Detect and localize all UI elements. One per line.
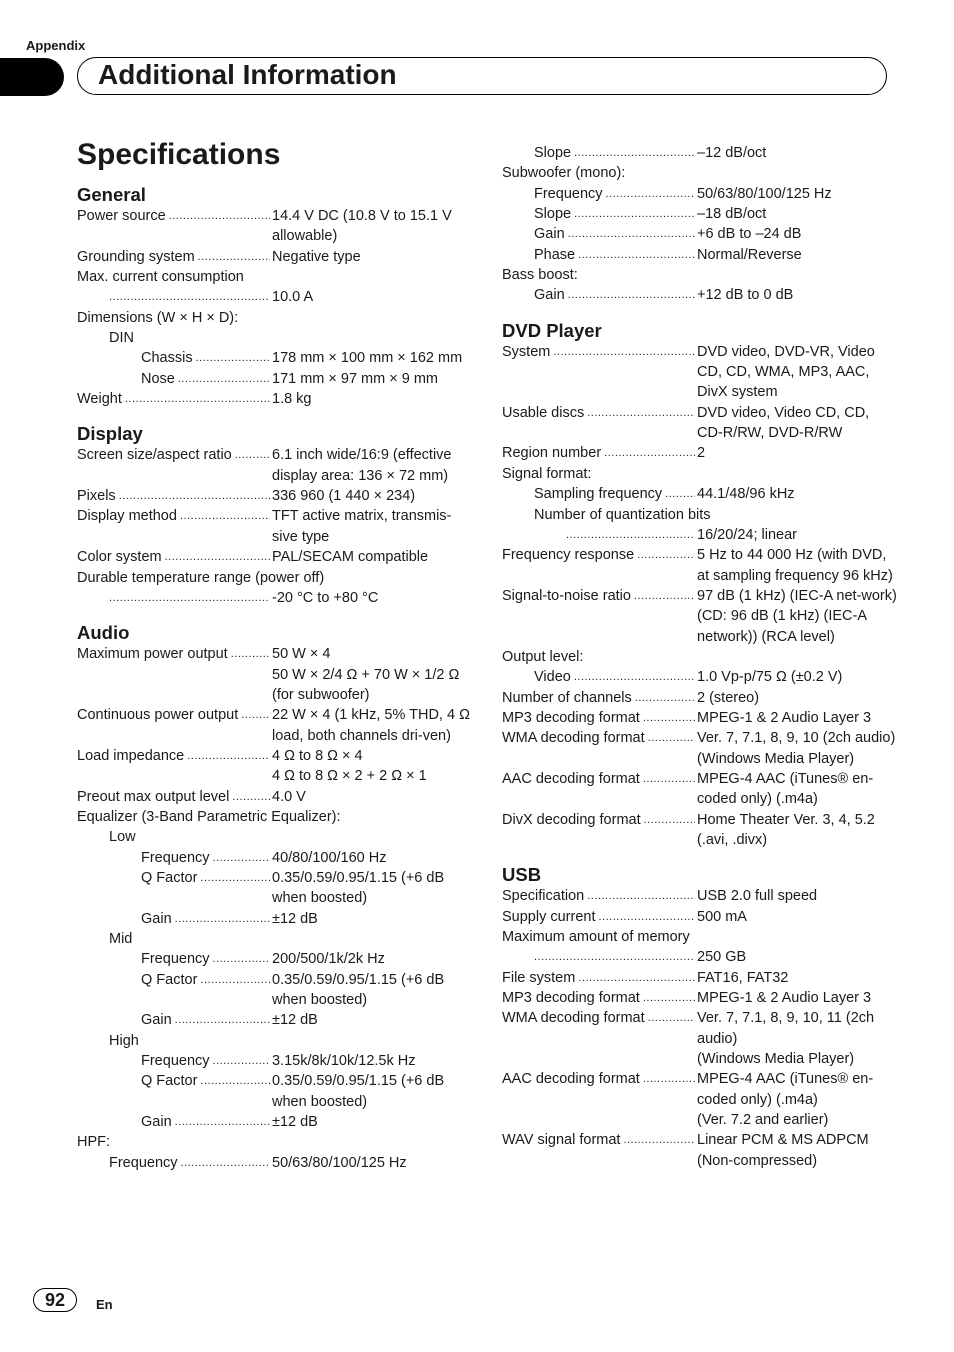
- spec-row: [77, 547, 472, 567]
- leader-dots: [553, 342, 695, 403]
- spec-row: [77, 486, 472, 506]
- spec-row: [77, 909, 472, 929]
- spec-row: [77, 588, 472, 608]
- leader-dots: [587, 403, 695, 444]
- leader-dots: [634, 586, 695, 647]
- appendix-label: Appendix: [26, 38, 86, 53]
- leader-dots: [604, 443, 695, 463]
- spec-group-label: Signal format:: [502, 465, 592, 482]
- spec-label: Frequency: [141, 951, 210, 968]
- leader-dots: [200, 868, 270, 909]
- spec-group-label: Dimensions (W × H × D):: [77, 309, 239, 326]
- spec-label: Chassis: [141, 350, 193, 367]
- spec-row: [77, 746, 472, 787]
- spec-label: Gain: [141, 910, 172, 927]
- spec-label: Preout max output level: [77, 788, 230, 805]
- spec-value: 50/63/80/100/125 Hz: [697, 185, 832, 202]
- spec-row: [77, 644, 472, 705]
- spec-label: WMA decoding format: [502, 1010, 645, 1027]
- leader-dots: [665, 484, 695, 504]
- spec-group-label: Maximum amount of memory: [502, 929, 690, 946]
- spec-value: 0.35/0.59/0.95/1.15 (+6 dB when boosted): [272, 869, 445, 907]
- spec-label: Screen size/aspect ratio: [77, 447, 232, 464]
- spec-group-label: DIN: [109, 330, 134, 347]
- spec-value: MPEG-4 AAC (iTunes® en-coded only) (.m4a) (Ver. 7.2 and earlier): [697, 1071, 874, 1129]
- leader-dots: [534, 947, 695, 967]
- spec-group-label: High: [109, 1032, 139, 1049]
- spec-label: Gain: [534, 287, 565, 304]
- spec-value: 6.1 inch wide/16:9 (effective display area: 136 × 72 mm): [272, 447, 452, 484]
- leader-dots: [606, 184, 695, 204]
- spec-value: Negative type: [272, 248, 361, 265]
- spec-row: [502, 184, 897, 204]
- spec-row: [77, 1051, 472, 1071]
- spec-row: [77, 506, 472, 547]
- spec-value: 50 W × 4 50 W × 2/4 Ω + 70 W × 1/2 Ω (for subwoofer): [272, 646, 460, 703]
- spec-value: 40/80/100/160 Hz: [272, 849, 387, 866]
- spec-value: Ver. 7, 7.1, 8, 9, 10 (2ch audio) (Windows Media Player): [697, 730, 896, 767]
- spec-row: [502, 443, 897, 463]
- section-title: Additional Information: [98, 59, 397, 90]
- leader-dots: [648, 728, 695, 769]
- spec-section-dvd-player: [502, 320, 897, 851]
- spec-row: [502, 1130, 897, 1171]
- leader-dots: [213, 848, 270, 868]
- spec-value: Ver. 7, 7.1, 8, 9, 10, 11 (2ch audio) (Windows Media Player): [697, 1010, 875, 1068]
- spec-value: 0.35/0.59/0.95/1.15 (+6 dB when boosted): [272, 971, 445, 1009]
- spec-row: [502, 484, 897, 504]
- spec-row: [502, 285, 897, 305]
- spec-row: [502, 810, 897, 851]
- spec-section-display: [77, 423, 472, 608]
- spec-value: DVD video, DVD-VR, Video CD, CD, WMA, MP3, AAC, DivX system: [697, 343, 875, 401]
- leader-dots: [200, 970, 270, 1011]
- leader-dots: [643, 988, 695, 1008]
- leader-dots: [175, 1112, 270, 1132]
- spec-row: [77, 970, 472, 1011]
- leader-dots: [235, 445, 270, 486]
- spec-row: [502, 586, 897, 647]
- spec-group-label: HPF:: [77, 1134, 111, 1151]
- spec-row: [77, 1010, 472, 1030]
- spec-label: Specification: [502, 888, 585, 905]
- spec-label: Weight: [77, 391, 122, 408]
- spec-row: [502, 143, 897, 163]
- leader-dots: [643, 708, 695, 728]
- spec-group-label: Output level:: [502, 648, 584, 665]
- left-column: [77, 184, 472, 1187]
- spec-row: [502, 204, 897, 224]
- spec-row: [77, 787, 472, 807]
- spec-group-label: Equalizer (3-Band Parametric Equalizer):: [77, 808, 341, 825]
- spec-value: 500 mA: [697, 908, 747, 925]
- spec-row: [502, 968, 897, 988]
- spec-group-label: Bass boost:: [502, 267, 578, 284]
- spec-value: MPEG-4 AAC (iTunes® en-coded only) (.m4a): [697, 770, 874, 808]
- spec-value: Home Theater Ver. 3, 4, 5.2 (.avi, .divx): [697, 811, 875, 848]
- spec-value: 171 mm × 97 mm × 9 mm: [272, 370, 438, 387]
- page-title: Specifications: [77, 138, 281, 171]
- leader-dots: [196, 348, 270, 368]
- spec-row: [502, 1069, 897, 1130]
- spec-label: Slope: [534, 206, 572, 223]
- leader-dots: [635, 688, 695, 708]
- spec-row: [502, 688, 897, 708]
- spec-label: Frequency: [109, 1154, 178, 1171]
- section-heading: Display: [77, 423, 143, 445]
- leader-dots: [568, 285, 695, 305]
- spec-label: Load impedance: [77, 747, 185, 764]
- spec-row: [77, 348, 472, 368]
- leader-dots: [648, 1008, 695, 1069]
- leader-dots: [125, 389, 270, 409]
- spec-value: Linear PCM & MS ADPCM (Non-compressed): [697, 1132, 869, 1169]
- spec-value: 4.0 V: [272, 788, 306, 805]
- leader-dots: [119, 486, 270, 506]
- section-heading: USB: [502, 864, 542, 886]
- spec-row: [502, 545, 897, 586]
- spec-label: Grounding system: [77, 248, 195, 265]
- spec-label: Display method: [77, 508, 177, 525]
- spec-label: Sampling frequency: [534, 486, 663, 503]
- leader-dots: [213, 949, 270, 969]
- spec-value: PAL/SECAM compatible: [272, 549, 429, 566]
- spec-group-label: Low: [109, 829, 136, 846]
- spec-value: 10.0 A: [272, 289, 314, 306]
- spec-label: Phase: [534, 246, 576, 263]
- spec-row: [502, 728, 897, 769]
- spec-row: [502, 667, 897, 687]
- leader-dots: [637, 545, 695, 586]
- spec-section-general: [77, 184, 472, 409]
- spec-row: [77, 206, 472, 247]
- spec-value: TFT active matrix, transmis-sive type: [272, 508, 452, 545]
- spec-row: [502, 525, 897, 545]
- spec-row: [77, 287, 472, 307]
- spec-value: 2: [697, 445, 706, 462]
- leader-dots: [109, 588, 270, 608]
- spec-value: +6 dB to –24 dB: [697, 226, 802, 243]
- spec-label: Supply current: [502, 908, 596, 925]
- spec-value: 16/20/24; linear: [697, 526, 797, 543]
- spec-value: –18 dB/oct: [697, 206, 767, 223]
- leader-dots: [643, 769, 695, 810]
- spec-row: [77, 389, 472, 409]
- spec-value: 1.8 kg: [272, 391, 312, 408]
- leader-dots: [175, 1010, 270, 1030]
- spec-value: 14.4 V DC (10.8 V to 15.1 V allowable): [272, 208, 452, 245]
- leader-dots: [566, 525, 695, 545]
- spec-value: ±12 dB: [272, 910, 318, 927]
- spec-label: Color system: [77, 549, 162, 566]
- spec-label: DivX decoding format: [502, 811, 641, 828]
- spec-label: Video: [534, 669, 571, 686]
- spec-row: [502, 245, 897, 265]
- spec-section-audio: [77, 622, 472, 1173]
- spec-label: Pixels: [77, 488, 116, 505]
- leader-dots: [187, 746, 270, 787]
- spec-row: [502, 988, 897, 1008]
- spec-row: [77, 369, 472, 389]
- spec-row: [77, 247, 472, 267]
- spec-value: 336 960 (1 440 × 234): [272, 488, 416, 505]
- spec-label: WAV signal format: [502, 1132, 621, 1149]
- spec-value: ±12 dB: [272, 1012, 318, 1029]
- spec-value: 3.15k/8k/10k/12.5k Hz: [272, 1053, 416, 1070]
- right-column: [502, 143, 897, 1185]
- spec-value: 0.35/0.59/0.95/1.15 (+6 dB when boosted): [272, 1073, 445, 1110]
- spec-row: [77, 1112, 472, 1132]
- spec-label: Slope: [534, 145, 572, 161]
- spec-row: [502, 342, 897, 403]
- spec-value: 5 Hz to 44 000 Hz (with DVD, at sampling frequency 96 kHz): [697, 547, 893, 584]
- spec-group-label: Number of quantization bits: [534, 506, 711, 523]
- spec-label: Q Factor: [141, 1073, 198, 1090]
- spec-value: 250 GB: [697, 949, 747, 966]
- leader-dots: [200, 1071, 270, 1112]
- spec-value: MPEG-1 & 2 Audio Layer 3: [697, 990, 872, 1007]
- leader-dots: [181, 1153, 270, 1173]
- spec-value: DVD video, Video CD, CD, CD-R/RW, DVD-R/RW: [697, 404, 870, 442]
- spec-value: USB 2.0 full speed: [697, 888, 818, 905]
- spec-row: [502, 708, 897, 728]
- spec-value: MPEG-1 & 2 Audio Layer 3: [697, 709, 872, 726]
- spec-label: Power source: [77, 208, 166, 224]
- spec-label: Number of channels: [502, 689, 632, 706]
- leader-dots: [578, 245, 695, 265]
- leader-dots: [241, 705, 270, 746]
- spec-row: [77, 848, 472, 868]
- spec-value: -20 °C to +80 °C: [272, 589, 379, 606]
- spec-value: Normal/Reverse: [697, 246, 802, 263]
- section-heading: DVD Player: [502, 319, 602, 341]
- page-number: 92: [33, 1288, 77, 1312]
- spec-value: +12 dB to 0 dB: [697, 287, 794, 304]
- spec-label: WMA decoding format: [502, 730, 645, 747]
- spec-label: MP3 decoding format: [502, 709, 640, 726]
- section-heading: General: [77, 184, 146, 205]
- spec-label: MP3 decoding format: [502, 990, 640, 1007]
- leader-dots: [231, 644, 270, 705]
- spec-label: Region number: [502, 445, 602, 462]
- leader-dots: [175, 909, 270, 929]
- spec-value: 22 W × 4 (1 kHz, 5% THD, 4 Ω load, both channels dri-ven): [272, 707, 470, 744]
- spec-label: Usable discs: [502, 404, 585, 421]
- spec-value: 2 (stereo): [697, 689, 760, 706]
- leader-dots: [568, 224, 695, 244]
- leader-dots: [178, 369, 270, 389]
- spec-label: File system: [502, 969, 576, 986]
- spec-value: 4 Ω to 8 Ω × 4 4 Ω to 8 Ω × 2 + 2 Ω × 1: [272, 747, 427, 785]
- section-heading: Audio: [77, 622, 130, 644]
- spec-section-usb: [502, 864, 897, 1171]
- spec-label: Signal-to-noise ratio: [502, 587, 631, 604]
- spec-row: [502, 769, 897, 810]
- spec-label: Frequency: [534, 185, 603, 202]
- spec-row: [77, 705, 472, 746]
- leader-dots: [198, 247, 270, 267]
- leader-dots: [578, 968, 695, 988]
- spec-group-label: Durable temperature range (power off): [77, 569, 325, 586]
- spec-section-continued: [502, 143, 897, 306]
- leader-dots: [574, 667, 695, 687]
- spec-row: [502, 907, 897, 927]
- spec-value: 97 dB (1 kHz) (IEC-A net-work) (CD: 96 dB (1 kHz) (IEC-A network)) (RCA level): [697, 587, 897, 645]
- spec-row: [502, 1008, 897, 1069]
- spec-value: 44.1/48/96 kHz: [697, 486, 795, 503]
- spec-row: [502, 947, 897, 967]
- spec-row: [77, 1153, 472, 1173]
- leader-dots: [169, 206, 270, 247]
- spec-group-label: Max. current consumption: [77, 269, 244, 286]
- spec-value: ±12 dB: [272, 1114, 318, 1131]
- spec-group-label: Subwoofer (mono):: [502, 165, 626, 182]
- leader-dots: [644, 810, 695, 851]
- spec-label: Q Factor: [141, 869, 198, 886]
- spec-row: [502, 224, 897, 244]
- spec-row: [77, 445, 472, 486]
- spec-label: AAC decoding format: [502, 1071, 640, 1088]
- spec-label: Frequency: [141, 1053, 210, 1070]
- leader-dots: [213, 1051, 270, 1071]
- spec-value: 200/500/1k/2k Hz: [272, 951, 385, 968]
- spec-value: 50/63/80/100/125 Hz: [272, 1154, 407, 1171]
- spec-value: 178 mm × 100 mm × 162 mm: [272, 350, 463, 367]
- spec-label: Maximum power output: [77, 646, 228, 663]
- leader-dots: [165, 547, 270, 567]
- section-header: [77, 57, 887, 95]
- spec-label: Continuous power output: [77, 707, 239, 724]
- leader-dots: [180, 506, 270, 547]
- spec-row: [77, 949, 472, 969]
- spec-label: Gain: [141, 1012, 172, 1029]
- leader-dots: [574, 143, 695, 163]
- leader-dots: [574, 204, 695, 224]
- leader-dots: [599, 907, 696, 927]
- spec-label: Gain: [141, 1114, 172, 1131]
- leader-dots: [643, 1069, 695, 1130]
- spec-label: Gain: [534, 226, 565, 243]
- leader-dots: [623, 1130, 695, 1171]
- spec-value: 1.0 Vp-p/75 Ω (±0.2 V): [697, 669, 843, 686]
- spec-row: [502, 403, 897, 444]
- spec-value: –12 dB/oct: [697, 145, 767, 161]
- spec-group-label: Mid: [109, 931, 133, 947]
- spec-label: Frequency: [141, 849, 210, 866]
- leader-dots: [232, 787, 270, 807]
- spec-label: Nose: [141, 370, 175, 387]
- spec-label: Frequency response: [502, 547, 635, 564]
- spec-value: FAT16, FAT32: [697, 969, 789, 986]
- spec-row: [77, 1071, 472, 1112]
- spec-label: System: [502, 343, 551, 360]
- spec-label: Q Factor: [141, 971, 198, 988]
- section-tab-marker: [0, 58, 64, 96]
- leader-dots: [587, 886, 695, 906]
- leader-dots: [109, 287, 270, 307]
- spec-row: [77, 868, 472, 909]
- spec-label: AAC decoding format: [502, 770, 640, 787]
- spec-row: [502, 886, 897, 906]
- language-label: En: [96, 1297, 113, 1312]
